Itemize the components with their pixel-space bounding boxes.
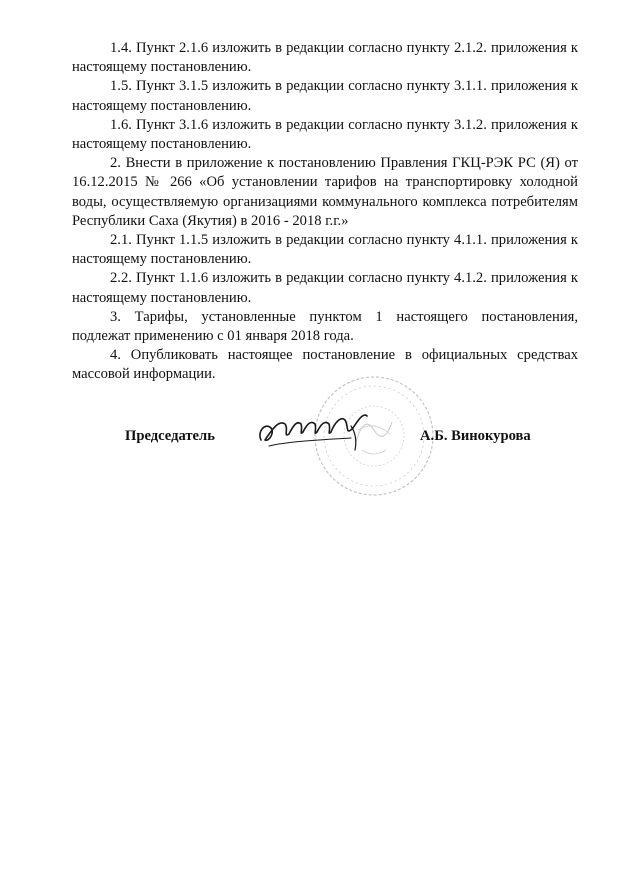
- paragraph-3: 3. Тарифы, установленные пунктом 1 настоящего постановления, подлежат применению с 01 января 2018 года.: [72, 308, 578, 345]
- signatory-name: А.Б. Винокурова: [420, 428, 531, 444]
- paragraph-2-2: 2.2. Пункт 1.1.6 изложить в редакции согласно пункту 4.1.2. приложения к настоящему постановлению.: [72, 270, 578, 306]
- signatory-title: Председатель: [125, 428, 215, 444]
- paragraph-2: 2. Внести в приложение к постановлению Правления ГКЦ-РЭК РС (Я) от 16.12.2015 № 266 «Об установлении тарифов на транспортировку холодной воды, осуществляемую организациями коммунального комплекса потребителям Республики Саха (Якутия) в 2016 - 2018 г.г.»: [72, 155, 578, 229]
- signature-block: [0, 428, 640, 458]
- paragraph-1-6: 1.6. Пункт 3.1.6 изложить в редакции согласно пункту 3.1.2. приложения к настоящему постановлению.: [72, 116, 578, 153]
- paragraph-1-5: 1.5. Пункт 3.1.5 изложить в редакции согласно пункту 3.1.1. приложения к настоящему постановлению.: [72, 78, 578, 114]
- paragraph-4: 4. Опубликовать настоящее постановление в официальных средствах массовой информации.: [72, 347, 578, 383]
- document-body: [72, 39, 578, 385]
- paragraph-1-4: 1.4. Пункт 2.1.6 изложить в редакции согласно пункту 2.1.2. приложения к настоящему постановлению.: [72, 40, 578, 76]
- paragraph-2-1: 2.1. Пункт 1.1.5 изложить в редакции согласно пункту 4.1.1. приложения к настоящему постановлению.: [72, 232, 578, 268]
